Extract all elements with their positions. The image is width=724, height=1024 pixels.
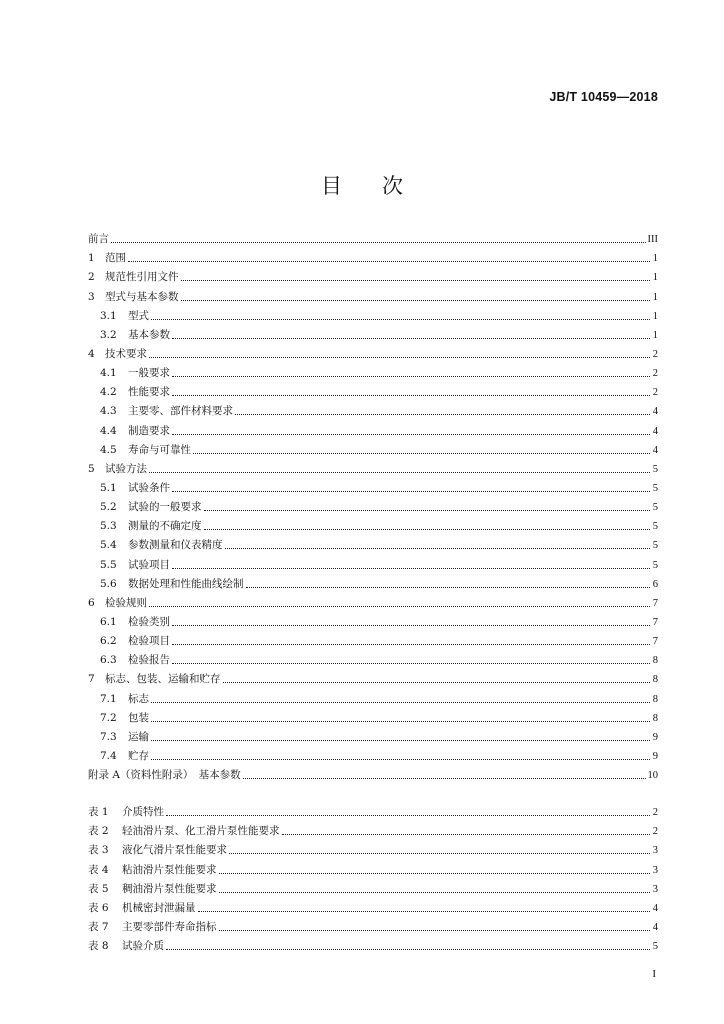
entry-page: 5: [652, 941, 658, 953]
entry-title: 包装: [128, 711, 149, 724]
entry-title: 机械密封泄漏量: [122, 901, 196, 914]
entry-page: 5: [652, 521, 658, 533]
toc-entry[interactable]: [88, 457, 658, 476]
entry-number: 7.4: [100, 749, 117, 762]
entry-page: 8: [652, 655, 658, 667]
dot-leader: [149, 606, 650, 607]
entry-title: 检验项目: [128, 635, 170, 648]
toc-entry[interactable]: [88, 744, 658, 763]
dot-leader: [219, 873, 651, 874]
table-list-entry[interactable]: [88, 838, 658, 857]
entry-number: 5.3: [100, 520, 117, 533]
toc-entry[interactable]: [88, 667, 658, 686]
entry-page: 1: [652, 329, 658, 341]
entry-number: 5.6: [100, 577, 117, 590]
entry-page: 2: [652, 387, 658, 399]
dot-leader: [219, 930, 651, 931]
dot-leader: [151, 740, 650, 741]
toc-entry[interactable]: [88, 648, 658, 667]
entry-number: 7: [88, 673, 95, 686]
entry-number: 5.1: [100, 481, 117, 494]
dot-leader: [151, 319, 650, 320]
entry-page: 2: [652, 368, 658, 380]
dot-leader: [204, 510, 651, 511]
dot-leader: [204, 529, 651, 530]
toc-entry[interactable]: [88, 725, 658, 744]
entry-page: 1: [652, 291, 658, 303]
entry-title: 运输: [128, 730, 149, 743]
entry-title: 测量的不确定度: [128, 520, 202, 533]
toc-entry[interactable]: [88, 706, 658, 725]
entry-number: 表 2: [88, 825, 109, 838]
entry-page: 10: [647, 770, 658, 782]
entry-number: 5.2: [100, 501, 117, 514]
entry-number: 4.3: [100, 405, 117, 418]
entry-title: 检验类别: [128, 615, 170, 628]
entry-number: 4.1: [100, 367, 117, 380]
entry-page: 5: [652, 559, 658, 571]
entry-title: 稠油滑片泵性能要求: [122, 882, 217, 895]
entry-title: 基本参数: [128, 328, 170, 341]
toc-entry[interactable]: [88, 399, 658, 418]
dot-leader: [151, 702, 650, 703]
entry-title: 检验规则: [105, 596, 147, 609]
entry-title: 试验的一般要求: [128, 501, 202, 514]
dot-leader: [149, 472, 650, 473]
entry-title: 液化气滑片泵性能要求: [122, 844, 227, 857]
toc-entry[interactable]: [88, 227, 658, 246]
entry-title: 型式与基本参数: [105, 290, 179, 303]
dot-leader: [149, 357, 650, 358]
entry-page: 5: [652, 482, 658, 494]
entry-page: 4: [652, 406, 658, 418]
entry-number: 6.1: [100, 615, 117, 628]
entry-page: 2: [652, 807, 658, 819]
toc-entry[interactable]: [88, 552, 658, 571]
toc-entry[interactable]: [88, 495, 658, 514]
entry-number: 表 6: [88, 901, 109, 914]
entry-number: 5: [88, 462, 95, 475]
entry-number: 1: [88, 252, 95, 265]
table-list-entry[interactable]: [88, 857, 658, 876]
entry-number: 3.2: [100, 328, 117, 341]
entry-title: 寿命与可靠性: [128, 443, 191, 456]
dot-leader: [172, 663, 650, 664]
dot-leader: [172, 395, 650, 396]
dot-leader: [151, 721, 650, 722]
dot-leader: [172, 376, 650, 377]
page-title-text: 目次: [321, 174, 443, 198]
table-list-entry[interactable]: [88, 915, 658, 934]
toc-entry[interactable]: [88, 342, 658, 361]
dot-leader: [172, 338, 650, 339]
entry-number: 表 7: [88, 920, 109, 933]
toc-entry[interactable]: [88, 438, 658, 457]
entry-page: 7: [652, 616, 658, 628]
entry-page: 5: [652, 502, 658, 514]
entry-title: 数据处理和性能曲线绘制: [128, 577, 244, 590]
entry-page: 7: [652, 636, 658, 648]
entry-title: 主要零、部件材料要求: [128, 405, 233, 418]
dot-leader: [172, 434, 650, 435]
toc-entry[interactable]: [88, 763, 658, 782]
entry-number: 2: [88, 271, 95, 284]
entry-title: 参数测量和仪表精度: [128, 539, 223, 552]
entry-page: 3: [652, 845, 658, 857]
entry-page: 4: [652, 921, 658, 933]
dot-leader: [219, 892, 651, 893]
dot-leader: [193, 453, 650, 454]
toc-entry[interactable]: [88, 265, 658, 284]
entry-number: 6.2: [100, 635, 117, 648]
entry-title: 介质特性: [122, 806, 164, 819]
entry-page: 4: [652, 425, 658, 437]
entry-title: 试验方法: [105, 462, 147, 475]
page-title: [0, 170, 724, 200]
table-list-entry[interactable]: [88, 819, 658, 838]
entry-number: 表 5: [88, 882, 109, 895]
dot-leader: [166, 815, 650, 816]
entry-number: 5.5: [100, 558, 117, 571]
entry-page: 5: [652, 540, 658, 552]
toc-entry[interactable]: [88, 418, 658, 437]
toc-entry[interactable]: [88, 591, 658, 610]
entry-title: 检验报告: [128, 654, 170, 667]
table-list-entry[interactable]: [88, 877, 658, 896]
entry-number: 表 1: [88, 806, 109, 819]
toc-entry[interactable]: [88, 572, 658, 591]
entry-page: 1: [652, 253, 658, 265]
toc-entry[interactable]: [88, 514, 658, 533]
dot-leader: [166, 949, 650, 950]
entry-title: 附录 A（资料性附录） 基本参数: [88, 769, 241, 782]
toc-entry[interactable]: [88, 476, 658, 495]
entry-number: 3: [88, 290, 95, 303]
entry-title: 前言: [88, 233, 109, 246]
dot-leader: [246, 587, 651, 588]
entry-number: 5.4: [100, 539, 117, 552]
toc-entry[interactable]: [88, 361, 658, 380]
entry-title: 性能要求: [128, 386, 170, 399]
toc-entry[interactable]: [88, 686, 658, 705]
entry-page: 4: [652, 902, 658, 914]
dot-leader: [111, 242, 646, 243]
table-of-contents: [88, 227, 658, 782]
entry-number: 4.2: [100, 386, 117, 399]
entry-title: 试验项目: [128, 558, 170, 571]
dot-leader: [225, 548, 651, 549]
entry-page: 4: [652, 444, 658, 456]
toc-entry[interactable]: [88, 323, 658, 342]
entry-number: 表 3: [88, 844, 109, 857]
list-of-tables: [88, 800, 658, 953]
entry-page: 8: [652, 712, 658, 724]
entry-title: 一般要求: [128, 367, 170, 380]
entry-number: 7.3: [100, 730, 117, 743]
entry-title: 主要零部件寿命指标: [122, 920, 217, 933]
entry-number: 7.1: [100, 692, 117, 705]
toc-entry[interactable]: [88, 284, 658, 303]
entry-title: 贮存: [128, 749, 149, 762]
page-number: I: [652, 968, 656, 980]
dot-leader: [198, 911, 651, 912]
entry-title: 轻油滑片泵、化工滑片泵性能要求: [122, 825, 280, 838]
entry-number: 4.4: [100, 424, 117, 437]
entry-page: III: [647, 234, 658, 246]
entry-page: 7: [652, 597, 658, 609]
table-list-entry[interactable]: [88, 896, 658, 915]
entry-title: 标志: [128, 692, 149, 705]
entry-number: 7.2: [100, 711, 117, 724]
dot-leader: [181, 280, 651, 281]
toc-entry[interactable]: [88, 246, 658, 265]
table-list-entry[interactable]: [88, 800, 658, 819]
entry-page: 5: [652, 463, 658, 475]
entry-page: 9: [652, 731, 658, 743]
entry-page: 6: [652, 578, 658, 590]
toc-entry[interactable]: [88, 533, 658, 552]
entry-page: 8: [652, 674, 658, 686]
dot-leader: [243, 778, 646, 779]
standard-code: JB/T 10459—2018: [549, 90, 658, 104]
dot-leader: [223, 682, 651, 683]
entry-title: 粘油滑片泵性能要求: [122, 863, 217, 876]
entry-page: 3: [652, 883, 658, 895]
entry-page: 8: [652, 693, 658, 705]
table-list-entry[interactable]: [88, 934, 658, 953]
toc-entry[interactable]: [88, 610, 658, 629]
dot-leader: [229, 853, 650, 854]
entry-title: 标志、包装、运输和贮存: [105, 673, 221, 686]
entry-page: 9: [652, 750, 658, 762]
dot-leader: [172, 568, 650, 569]
entry-number: 表 8: [88, 940, 109, 953]
entry-page: 2: [652, 826, 658, 838]
entry-number: 4: [88, 347, 95, 360]
entry-page: 3: [652, 864, 658, 876]
entry-title: 型式: [128, 309, 149, 322]
dot-leader: [235, 414, 650, 415]
dot-leader: [128, 261, 650, 262]
entry-page: 1: [652, 310, 658, 322]
entry-page: 2: [652, 348, 658, 360]
toc-entry[interactable]: [88, 629, 658, 648]
entry-number: 3.1: [100, 309, 117, 322]
dot-leader: [172, 491, 650, 492]
entry-page: 1: [652, 272, 658, 284]
dot-leader: [181, 300, 651, 301]
dot-leader: [151, 759, 650, 760]
entry-number: 6: [88, 596, 95, 609]
entry-number: 表 4: [88, 863, 109, 876]
entry-number: 4.5: [100, 443, 117, 456]
entry-number: 6.3: [100, 654, 117, 667]
entry-title: 技术要求: [105, 347, 147, 360]
dot-leader: [172, 644, 650, 645]
entry-title: 试验介质: [122, 940, 164, 953]
entry-title: 规范性引用文件: [105, 271, 179, 284]
toc-entry[interactable]: [88, 380, 658, 399]
entry-title: 制造要求: [128, 424, 170, 437]
toc-entry[interactable]: [88, 304, 658, 323]
entry-title: 范围: [105, 252, 126, 265]
dot-leader: [282, 834, 651, 835]
dot-leader: [172, 625, 650, 626]
entry-title: 试验条件: [128, 481, 170, 494]
